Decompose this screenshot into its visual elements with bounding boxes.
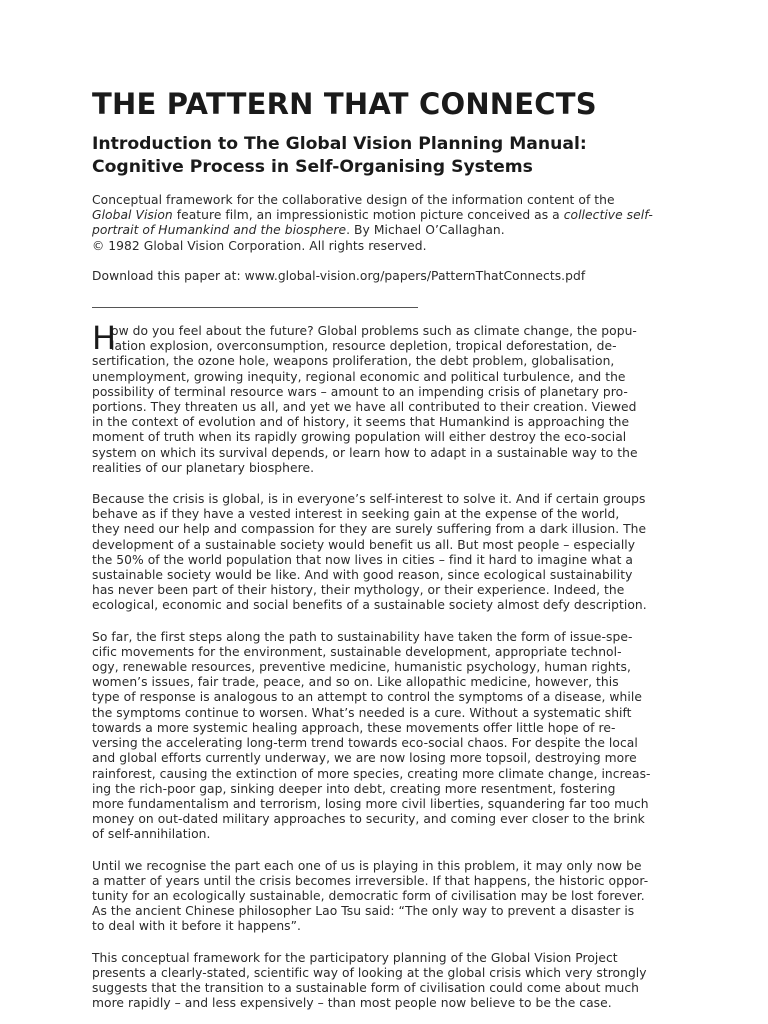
paragraph-line: suggests that the transition to a sustainable form of civilisation could come about much bbox=[92, 980, 639, 995]
paragraph-line: lation explosion, overconsumption, resource depletion, tropical deforestation, de- bbox=[111, 339, 617, 354]
paragraph-line: has never been part of their history, their mythology, or their experience. Indeed, the bbox=[92, 583, 625, 598]
paragraph-line: development of a sustainable society would benefit us all. But most people – especially bbox=[92, 537, 636, 552]
paragraph-line: more fundamentalism and terrorism, losing more civil liberties, squandering far too much bbox=[92, 796, 649, 811]
intro-line-2-text: feature film, an impressionistic motion picture conceived as a bbox=[172, 208, 564, 223]
paragraph-line: possibility of terminal resource wars – amount to an impending crisis of planetary pro- bbox=[92, 384, 628, 399]
intro-line-2 bbox=[92, 208, 680, 223]
document-subtitle bbox=[92, 133, 680, 179]
paragraph-line: versing the accelerating long-term trend towards eco-social chaos. For despite the local bbox=[92, 736, 638, 751]
paragraph-line: the symptoms continue to worsen. What’s needed is a cure. Without a systematic shift bbox=[92, 705, 632, 720]
paragraph-line: system on which its survival depends, or learn how to adapt in a sustainable way to the bbox=[92, 445, 638, 460]
paragraph-line: money on out-dated military approaches to security, and coming ever closer to the brink bbox=[92, 812, 645, 827]
document-page bbox=[92, 86, 680, 1011]
section-divider bbox=[92, 307, 418, 308]
paragraph-line: a matter of years until the crisis becomes irreversible. If that happens, the historic oppor- bbox=[92, 873, 649, 888]
paragraph-line: tunity for an ecologically sustainable, democratic form of civilisation may be lost forever. bbox=[92, 888, 645, 903]
paragraph-line: realities of our planetary biosphere. bbox=[92, 460, 315, 475]
paragraph-line: So far, the first steps along the path to sustainability have taken the form of issue-spe- bbox=[92, 629, 633, 644]
intro-italic-phrase-b: portrait of Humankind and the biosphere bbox=[92, 223, 347, 238]
paragraph-line: portions. They threaten us all, and yet we have all contributed to their creation. Viewed bbox=[92, 400, 637, 415]
paragraph-line: ecological, economic and social benefits of a sustainable society almost defy description. bbox=[92, 598, 647, 613]
paragraph-4 bbox=[92, 859, 680, 935]
paragraph-5 bbox=[92, 951, 680, 1012]
intro-line-1: Conceptual framework for the collaborative design of the information content of the bbox=[92, 193, 615, 207]
paragraph-line: Until we recognise the part each one of us is playing in this problem, it may only now be bbox=[92, 858, 642, 873]
paragraph-line: to deal with it before it happens”. bbox=[92, 919, 301, 934]
paragraph-line: sustainable society would be like. And with good reason, since ecological sustainability bbox=[92, 568, 633, 583]
paragraph-line: ow do you feel about the future? Global problems such as climate change, the popu- bbox=[111, 324, 637, 339]
copyright-notice: © 1982 Global Vision Corporation. All rights reserved. bbox=[92, 238, 427, 253]
download-link-text[interactable]: Download this paper at: www.global-vision.org/papers/PatternThatConnects.pdf bbox=[92, 268, 586, 283]
paragraph-line: Because the crisis is global, is in everyone’s self-interest to solve it. And if certain groups bbox=[92, 492, 646, 507]
paragraph-line: in the context of evolution and of history, it seems that Humankind is approaching the bbox=[92, 415, 630, 430]
paragraph-line: unemployment, growing inequity, regional economic and political turbulence, and the bbox=[92, 369, 626, 384]
subtitle-line-2: Cognitive Process in Self-Organising Systems bbox=[92, 157, 533, 177]
paragraph-1 bbox=[92, 319, 680, 476]
intro-line-3 bbox=[92, 223, 680, 238]
paragraph-line: type of response is analogous to an attempt to control the symptoms of a disease, while bbox=[92, 690, 642, 705]
paragraph-line: they need our help and compassion for they are surely suffering from a dark illusion. The bbox=[92, 522, 647, 537]
intro-author: . By Michael O’Callaghan. bbox=[346, 223, 505, 238]
paragraph-line: more rapidly – and less expensively – than most people now believe to be the case. bbox=[92, 996, 612, 1011]
paragraph-line: sertification, the ozone hole, weapons proliferation, the debt problem, globalisation, bbox=[92, 354, 615, 369]
paragraph-line: towards a more systemic healing approach, these movements offer little hope of re- bbox=[92, 720, 616, 735]
intro-italic-phrase-a: collective self- bbox=[563, 208, 653, 223]
paragraph-line: presents a clearly-stated, scientific way of looking at the global crisis which very strongly bbox=[92, 965, 647, 980]
paragraph-line: women’s issues, fair trade, peace, and so on. Like allopathic medicine, however, this bbox=[92, 675, 619, 690]
paragraph-line: rainforest, causing the extinction of more species, creating more climate change, increas- bbox=[92, 766, 651, 781]
paragraph-line: ogy, renewable resources, preventive medicine, humanistic psychology, human rights, bbox=[92, 660, 631, 675]
paragraph-line: the 50% of the world population that now lives in cities – find it hard to imagine what a bbox=[92, 552, 633, 567]
subtitle-line-1: Introduction to The Global Vision Planning Manual: bbox=[92, 134, 587, 154]
paragraph-line: As the ancient Chinese philosopher Lao Tsu said: “The only way to prevent a disaster is bbox=[92, 904, 635, 919]
intro-block bbox=[92, 193, 680, 254]
paragraph-line: This conceptual framework for the participatory planning of the Global Vision Project bbox=[92, 950, 618, 965]
paragraph-3 bbox=[92, 630, 680, 843]
drop-cap: H bbox=[92, 319, 117, 358]
paragraph-line: behave as if they have a vested interest in seeking gain at the expense of the world, bbox=[92, 507, 620, 522]
paragraph-line: of self-annihilation. bbox=[92, 827, 211, 842]
paragraph-line: cific movements for the environment, sustainable development, appropriate technol- bbox=[92, 644, 622, 659]
intro-film-title: Global Vision bbox=[92, 208, 173, 223]
paragraph-2 bbox=[92, 492, 680, 614]
document-title: THE PATTERN THAT CONNECTS bbox=[92, 87, 597, 121]
paragraph-line: moment of truth when its rapidly growing population will either destroy the eco-social bbox=[92, 430, 627, 445]
paragraph-line: ing the rich-poor gap, sinking deeper into debt, creating more resentment, fostering bbox=[92, 781, 616, 796]
paragraph-line: and global efforts currently underway, we are now losing more topsoil, destroying more bbox=[92, 751, 637, 766]
